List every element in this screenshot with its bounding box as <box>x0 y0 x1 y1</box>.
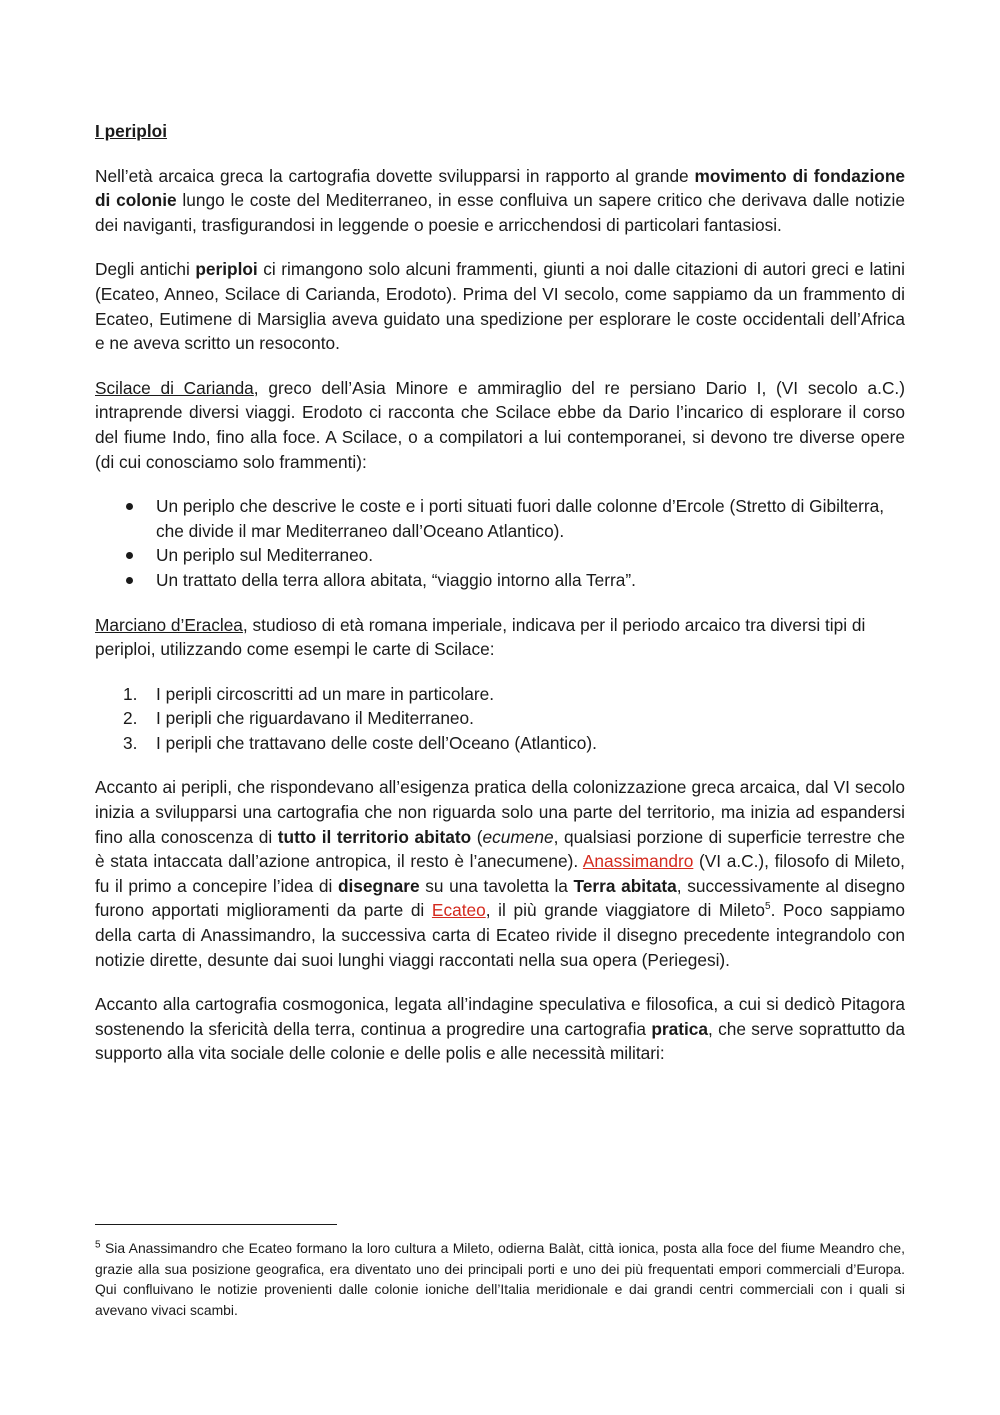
paragraph-3 <box>95 376 905 474</box>
footnote-reference[interactable]: 5 <box>765 901 771 913</box>
footnote-text: Sia Anassimandro che Ecateo formano la loro cultura a Mileto, odierna Balàt, città ionica, posta alla foce del fiume Meandro che, grazie alla sua posizione geografica, era diventato uno dei principali porti e uno dei più frequentati empori commerciali d’Europa. Qui confluivano le notizie provenienti dalle colonie ioniche dell’Italia meridionale e dai grandi centri commerciali con i quali si avevano vivaci scambi. <box>95 1240 905 1318</box>
bullet-icon <box>126 577 133 584</box>
list-number: 1. <box>123 683 138 704</box>
link-anassimandro[interactable]: Anassimandro <box>582 851 694 872</box>
link-ecateo[interactable]: Ecateo <box>431 900 486 921</box>
paragraph-5 <box>95 775 905 972</box>
bold-phrase: pratica <box>651 1018 709 1039</box>
bold-phrase: tutto il territorio abitato <box>277 826 472 847</box>
bold-phrase: movimento di fondazione di colonie <box>95 165 905 211</box>
numbered-list <box>95 682 905 756</box>
text-run: , successivamente al disegno furono apportati miglioramenti da parte di <box>95 875 905 921</box>
list-number: 2. <box>123 708 138 729</box>
list-item-text: I peripli che riguardavano il Mediterraneo. <box>156 708 474 729</box>
list-item <box>95 568 905 593</box>
footnote-number: 5 <box>95 1239 101 1251</box>
text-run: , il più grande viaggiatore di Mileto <box>485 900 766 921</box>
bold-phrase: Terra abitata <box>573 875 677 896</box>
text-run: Degli antichi <box>95 259 196 280</box>
list-item <box>95 706 905 731</box>
bold-phrase: disegnare <box>337 875 420 896</box>
document-body <box>95 119 905 1086</box>
text-run: , studioso di età romana imperiale, indicava per il periodo arcaico tra diversi tipi di periploi, utilizzando come esempi le carte di Scilace: <box>95 614 866 660</box>
list-item <box>95 494 905 543</box>
underlined-name-scilace: Scilace di Carianda <box>95 377 254 398</box>
list-item-text: Un periplo sul Mediterraneo. <box>156 545 374 566</box>
paragraph-4 <box>95 613 905 662</box>
text-run: su una tavoletta la <box>419 875 574 896</box>
text-run: . Poco sappiamo della carta di Anassimandro, la successiva carta di Ecateo rivide il disegno precedente integrandolo con notizie dirette, desunte dai suoi lunghi viaggi raccontati nella sua opera (Periegesi). <box>95 900 905 970</box>
text-run: (VI a.C.), filosofo di Mileto, fu il primo a concepire l’idea di <box>95 851 905 896</box>
underlined-name-marciano: Marciano d’Eraclea <box>95 614 243 635</box>
bullet-icon <box>126 552 133 559</box>
paragraph-1 <box>95 164 905 238</box>
list-item <box>95 543 905 568</box>
paragraph-6 <box>95 992 905 1066</box>
list-item <box>95 682 905 707</box>
text-run: lungo le coste del Mediterraneo, in esse confluiva un sapere critico che derivava dalle notizie dei naviganti, trasfigurandosi in leggende o poesie e arricchendosi di particolari fantasiosi. <box>95 190 905 235</box>
bullet-list <box>95 494 905 592</box>
text-run: ci rimangono solo alcuni frammenti, giunti a noi dalle citazioni di autori greci e latini (Ecateo, Anneo, Scilace di Carianda, Erodoto). Prima del VI secolo, come sappiamo da un frammento di Ecateo, Eutimene di Marsiglia aveva guidato una spedizione per esplorare le coste occidentali dell’Africa e ne aveva scritto un resoconto. <box>95 259 905 354</box>
list-item-text: Un trattato della terra allora abitata, “viaggio intorno alla Terra”. <box>156 569 636 590</box>
footnote-separator <box>95 1224 337 1225</box>
bullet-icon <box>126 503 133 510</box>
bold-phrase: periploi <box>195 259 258 280</box>
text-run: , qualsiasi porzione di superficie terrestre che è stata intaccata dall’azione antropica, il resto è l’anecumene). <box>95 826 905 872</box>
text-run: , che serve soprattutto da supporto alla vita sociale delle colonie e delle polis e alle necessità militari: <box>95 1018 905 1064</box>
list-item-text: Un periplo che descrive le coste e i porti situati fuori dalle colonne d’Ercole (Stretto di Gibilterra, che divide il mar Mediterraneo dall’Oceano Atlantico). <box>156 496 885 541</box>
list-item-text: I peripli che trattavano delle coste dell’Oceano (Atlantico). <box>156 732 597 753</box>
section-title: I periploi <box>95 121 168 141</box>
list-item-text: I peripli circoscritti ad un mare in particolare. <box>156 683 495 704</box>
italic-term: ecumene <box>482 826 554 847</box>
text-run: ( <box>471 826 483 847</box>
text-run: , greco dell’Asia Minore e ammiraglio del re persiano Dario I, (VI secolo a.C.) intraprende diversi viaggi. Erodoto ci racconta che Scilace ebbe da Dario l’incarico di esplorare il corso del fiume Indo, fino alla foce. A Scilace, o a compilatori a lui contemporanei, si devono tre diverse opere (di cui conosciamo solo frammenti): <box>95 377 905 472</box>
text-run: Accanto alla cartografia cosmogonica, legata all’indagine speculativa e filosofica, a cui si dedicò Pitagora sostenendo la sfericità della terra, continua a progredire una cartografia <box>95 994 905 1039</box>
list-number: 3. <box>123 732 138 753</box>
list-item <box>95 731 905 756</box>
paragraph-2 <box>95 257 905 355</box>
text-run: Nell’età arcaica greca la cartografia dovette svilupparsi in rapporto al grande <box>95 165 695 186</box>
text-run: Accanto ai peripli, che rispondevano all’esigenza pratica della colonizzazione greca arcaica, dal VI secolo inizia a svilupparsi una cartografia che non riguarda solo una parte del territorio, ma inizia ad espandersi fino alla conoscenza di <box>95 777 905 847</box>
footnote <box>95 1238 905 1320</box>
